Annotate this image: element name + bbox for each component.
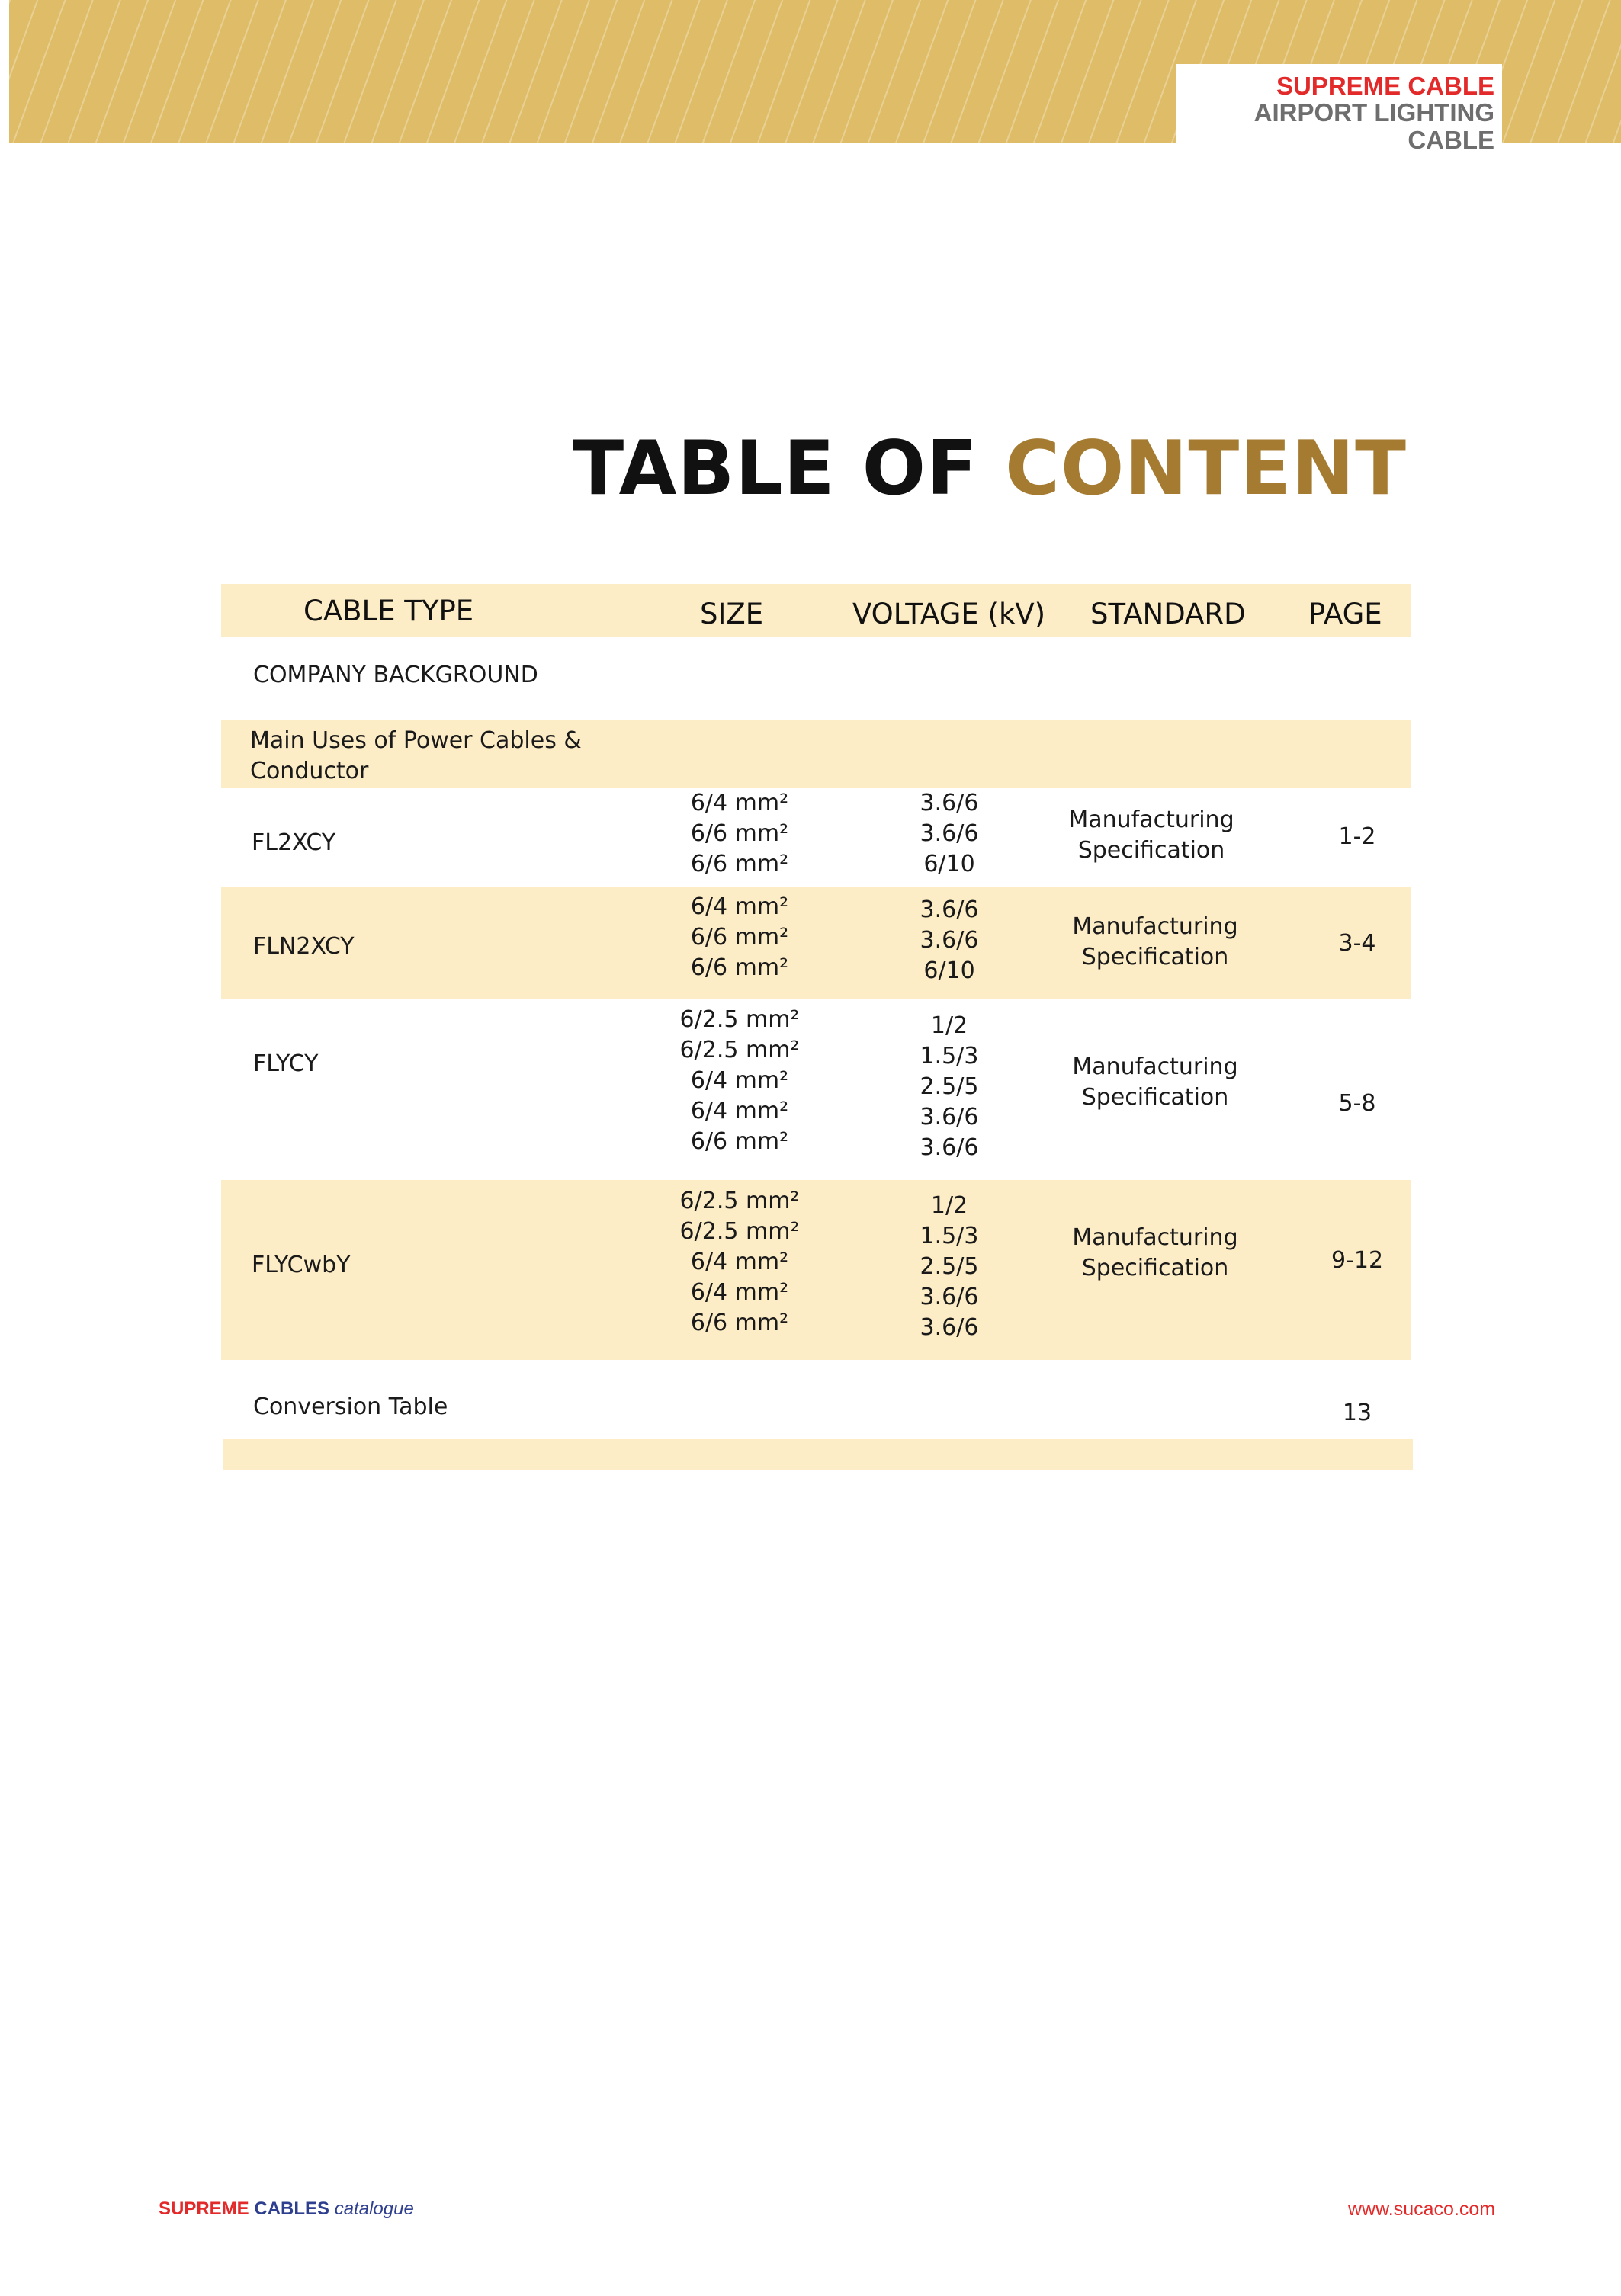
size-item: 6/6 mm²: [690, 954, 789, 981]
size-item: 6/2.5 mm²: [679, 1218, 800, 1245]
brand-subtitle: AIRPORT LIGHTING CABLE: [1253, 98, 1494, 154]
voltage-item: 3.6/6: [920, 1134, 979, 1161]
voltage-item: 3.6/6: [920, 1104, 979, 1130]
voltage-item: 3.6/6: [920, 1314, 979, 1341]
row-conversion-table: Conversion Table: [253, 1393, 448, 1420]
size-item: 6/4 mm²: [690, 1098, 789, 1124]
standard-line: Manufacturing: [1072, 1053, 1238, 1080]
title-part-2: CONTENT: [1005, 425, 1407, 512]
size-item: 6/6 mm²: [690, 1128, 789, 1155]
cable-type-flycwby: FLYCwbY: [252, 1252, 351, 1278]
voltage-item: 1.5/3: [920, 1223, 979, 1249]
footer-brand-cables: CABLES: [254, 2198, 330, 2219]
voltages-flycwby: [877, 1191, 1022, 1343]
sizes-flycy: [656, 1005, 823, 1157]
row-main-uses: [250, 726, 582, 787]
voltages-flycy: [877, 1011, 1022, 1163]
size-item: 6/4 mm²: [690, 1067, 789, 1094]
standard-fln2xcy: [1064, 912, 1247, 973]
footer-website: www.sucaco.com: [1348, 2198, 1496, 2220]
footer-catalogue-label: [159, 2198, 414, 2220]
header-cable-type: CABLE TYPE: [303, 595, 474, 627]
voltage-item: 3.6/6: [920, 820, 979, 847]
standard-line: Specification: [1081, 944, 1229, 970]
main-uses-line-2: Conductor: [250, 758, 369, 784]
standard-line: Specification: [1081, 1084, 1229, 1111]
header-size: SIZE: [700, 598, 764, 630]
voltage-item: 3.6/6: [920, 790, 979, 816]
page-flycy: 5-8: [1338, 1090, 1376, 1117]
voltages-fln2xcy: [877, 895, 1022, 986]
footer-catalogue-word: catalogue: [334, 2198, 414, 2219]
voltage-item: 3.6/6: [920, 896, 979, 923]
page-title: [0, 427, 1407, 511]
size-item: 6/2.5 mm²: [679, 1188, 800, 1214]
size-item: 6/6 mm²: [690, 1310, 789, 1336]
size-item: 6/6 mm²: [690, 820, 789, 847]
size-item: 6/2.5 mm²: [679, 1006, 800, 1033]
page-flycwby: 9-12: [1331, 1247, 1384, 1274]
size-item: 6/6 mm²: [690, 924, 789, 951]
sizes-fln2xcy: [656, 892, 823, 983]
cable-type-flycy: FLYCY: [253, 1050, 319, 1077]
voltage-item: 1.5/3: [920, 1043, 979, 1069]
voltages-fl2xcy: [877, 788, 1022, 880]
size-item: 6/4 mm²: [690, 1249, 789, 1275]
page-fln2xcy: 3-4: [1338, 930, 1376, 957]
header-voltage: VOLTAGE (kV): [852, 598, 1046, 630]
standard-line: Manufacturing: [1072, 1224, 1238, 1251]
size-item: 6/4 mm²: [690, 893, 789, 920]
page-fl2xcy: 1-2: [1338, 823, 1376, 850]
page-conversion-table: 13: [1342, 1400, 1372, 1426]
header-page: PAGE: [1308, 598, 1382, 630]
footer-brand-supreme: SUPREME: [159, 2198, 249, 2219]
size-item: 6/4 mm²: [690, 1279, 789, 1306]
voltage-item: 1/2: [930, 1012, 968, 1039]
standard-line: Specification: [1081, 1255, 1229, 1281]
size-item: 6/4 mm²: [690, 790, 789, 816]
brand-logo-box: [1176, 64, 1502, 154]
voltage-item: 3.6/6: [920, 927, 979, 954]
sizes-fl2xcy: [656, 788, 823, 880]
row-band-bottom: [223, 1439, 1413, 1470]
row-company-background: COMPANY BACKGROUND: [253, 662, 538, 688]
voltage-item: 1/2: [930, 1192, 968, 1219]
size-item: 6/2.5 mm²: [679, 1037, 800, 1063]
standard-line: Manufacturing: [1068, 806, 1234, 833]
cable-type-fl2xcy: FL2XCY: [252, 829, 336, 856]
brand-name: SUPREME CABLE: [1276, 72, 1494, 100]
voltage-item: 6/10: [923, 851, 975, 877]
header-standard: STANDARD: [1090, 598, 1246, 630]
voltage-item: 2.5/5: [920, 1253, 979, 1280]
standard-line: Manufacturing: [1072, 913, 1238, 940]
standard-line: Specification: [1077, 837, 1225, 864]
standard-fl2xcy: [1060, 805, 1243, 866]
voltage-item: 3.6/6: [920, 1284, 979, 1310]
cable-type-fln2xcy: FLN2XCY: [253, 933, 355, 960]
voltage-item: 2.5/5: [920, 1073, 979, 1100]
voltage-item: 6/10: [923, 957, 975, 984]
title-part-1: TABLE OF: [573, 425, 978, 512]
standard-flycy: [1064, 1052, 1247, 1113]
standard-flycwby: [1064, 1223, 1247, 1284]
sizes-flycwby: [656, 1186, 823, 1339]
size-item: 6/6 mm²: [690, 851, 789, 877]
main-uses-line-1: Main Uses of Power Cables &: [250, 727, 582, 754]
